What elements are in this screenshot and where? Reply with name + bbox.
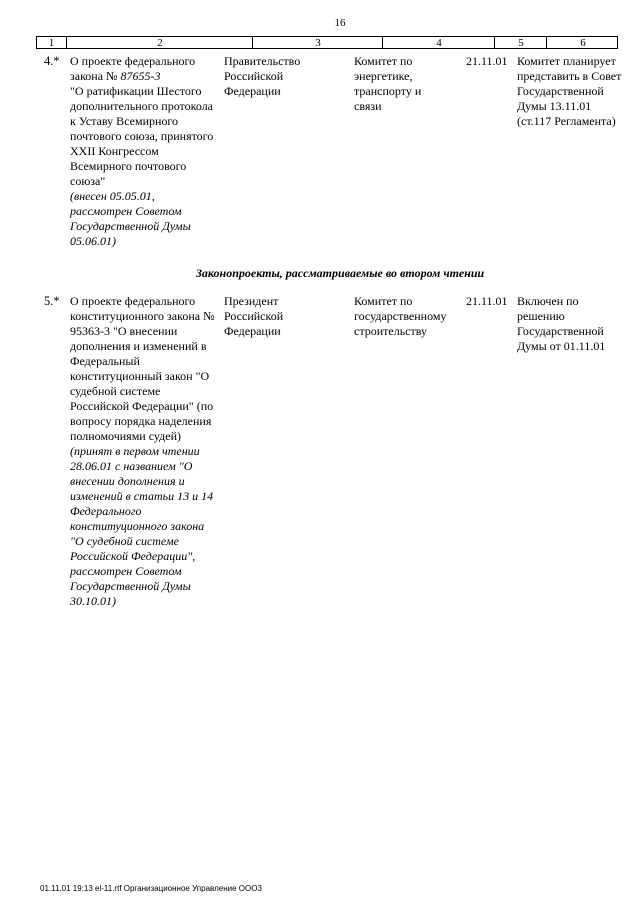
header-col-4: 4 — [382, 37, 495, 48]
bill-initiator: Правительство Российской Федерации — [224, 54, 301, 98]
bill-committee: Комитет по энергетике, транспорту и связи — [354, 54, 422, 113]
row-number: 5.* — [44, 294, 60, 308]
bill-note: (принят в первом чтении 28.06.01 с названием "О внесении дополнения и изменений в статьи 13 и 14 Федерального конституционного закона "О судебной системе Российской Федерации", рассмотрен Советом Государственной Думы 30.10.01) — [70, 444, 214, 608]
row-number: 4.* — [44, 54, 60, 68]
bill-title-text: О проекте федерального конституционного закона № 95363-3 "О внесении дополнения и изменений в Федеральный конституционный закон "О судебной системе Российской Федерации" (по вопросу порядка наделения полномочиями судей) — [70, 294, 215, 443]
bill-status: Комитет планирует представить в Совет Государственной Думы 13.11.01 (ст.117 Регламента) — [517, 54, 622, 128]
header-col-3: 3 — [252, 37, 383, 48]
bill-status: Включен по решению Государственной Думы от 01.11.01 — [517, 294, 606, 353]
bill-title-text: О проекте федерального закона № — [70, 54, 196, 83]
bill-date: 21.11.01 — [466, 54, 508, 68]
header-col-2: 2 — [66, 37, 253, 48]
bill-date: 21.11.01 — [466, 294, 508, 308]
bill-committee: Комитет по государственному строительству — [354, 294, 447, 338]
bill-title-rest: "О ратификации Шестого дополнительного протокола к Уставу Всемирного почтового союза, принятого XXII Конгрессом Всемирного почтового союза" — [70, 84, 214, 188]
page-footer: 01.11.01 19:13 el-11.rtf Организационное Управление ООО3 — [40, 884, 262, 893]
page-number: 16 — [334, 17, 346, 29]
bill-title — [70, 294, 220, 609]
bill-number: 87655-3 — [120, 69, 161, 83]
section-heading: Законопроекты, рассматриваемые во втором чтении — [195, 266, 485, 280]
header-col-5: 5 — [494, 37, 547, 48]
bill-title — [70, 54, 220, 249]
bill-note: (внесен 05.05.01, рассмотрен Советом Государственной Думы 05.06.01) — [70, 189, 191, 248]
header-col-6: 6 — [546, 37, 619, 48]
table-header-row — [36, 36, 618, 49]
bill-initiator: Президент Российской Федерации — [224, 294, 284, 338]
header-col-1: 1 — [48, 37, 55, 49]
